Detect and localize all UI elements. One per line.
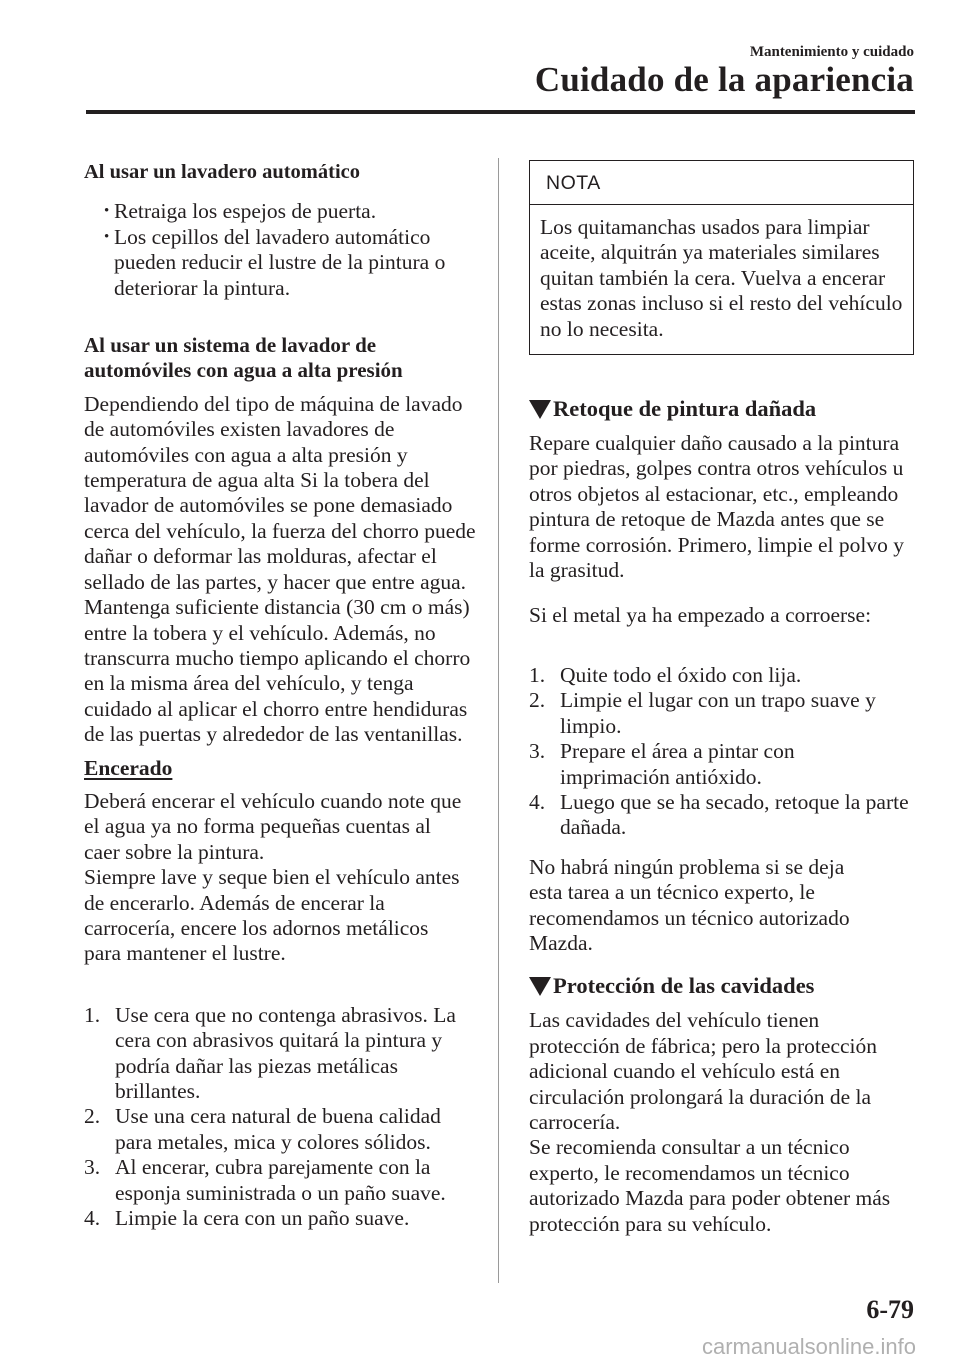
right-column — [529, 160, 919, 1237]
auto-wash-bullets — [84, 199, 484, 301]
list-item: • Retraiga los espejos de puerta. — [104, 199, 377, 224]
list-item: 2. Use una cera natural de buena calidad para metales, mica y colores sólidos. — [84, 1104, 441, 1154]
cavities-heading: Protección de las cavidades — [529, 972, 919, 1000]
high-pressure-heading-line2: automóviles con agua a alta presión — [84, 358, 403, 383]
high-pressure-body: Dependiendo del tipo de máquina de lavado de automóviles existen lavadores de automóviles con agua a alta presión y temperatura de agua alta Si la tobera del lavador de automóviles se pone demasiado cerca del vehículo, la fuerza del chorro puede dañar o deformar las molduras, afectar el sellado de las partes, y hacer que entre agua. Mantenga suficiente distancia (30 cm o más) entre la tobera y el vehículo. Además, no transcurra mucho tiempo aplicando el chorro en la misma área del vehículo, y tenga cuidado al aplicar el chorro entre hendiduras de las puertas y alrededor de las ventanillas. — [84, 391, 476, 747]
touchup-body: Repare cualquier daño causado a la pintura por piedras, golpes contra otros vehículos u otros objetos al estacionar, etc., empleando pintura de retoque de Mazda antes que se forme corrosión. Primero, limpie el polvo y la grasitud. — [529, 431, 904, 583]
list-item: • Los cepillos del lavadero automático pueden reducir el lustre de la pintura o deteriorar la pintura. — [104, 224, 446, 300]
list-item: 3. Al encerar, cubra parejamente con la esponja suministrada o un paño suave. — [84, 1155, 446, 1205]
high-pressure-heading-line1: Al usar un sistema de lavador de — [84, 333, 377, 358]
section-label: Mantenimiento y cuidado — [749, 44, 914, 60]
list-item: 2. Limpie el lugar con un trapo suave y limpio. — [529, 688, 876, 738]
watermark: carmanualsonline.info — [701, 1334, 916, 1359]
left-column — [84, 160, 484, 1231]
list-item: 4. Limpie la cera con un paño suave. — [84, 1206, 410, 1231]
auto-wash-heading: Al usar un lavadero automático — [84, 161, 361, 183]
list-item: 4. Luego que se ha secado, retoque la parte dañada. — [529, 789, 909, 840]
list-item: 3. Prepare el área a pintar con imprimación antióxido. — [529, 739, 795, 789]
cavities-body-2: Se recomienda consultar a un técnico experto, le recomendamos un técnico autorizado Mazda para poder obtener más protección para su vehículo. — [529, 1135, 891, 1236]
bullet-icon: • — [104, 228, 110, 245]
page-number: 6-79 — [866, 1295, 914, 1324]
note-box — [529, 160, 914, 355]
down-triangle-icon — [529, 400, 551, 419]
touchup-steps — [529, 663, 909, 841]
list-item: 1. Use cera que no contenga abrasivos. La cera con abrasivos quitará la pintura y podría dañar las piezas metálicas brillantes. — [84, 1002, 456, 1103]
column-divider — [498, 158, 499, 1283]
touchup-intro: Si el metal ya ha empezado a corroerse: — [529, 603, 872, 628]
cavities-body-1: Las cavidades del vehículo tienen protección de fábrica; pero la protección adicional cuando el vehículo está en circulación prolongará la duración de la carrocería. — [529, 1008, 877, 1134]
waxing-body-1: Deberá encerar el vehículo cuando note que el agua ya no forma pequeñas cuentas al caer sobre la pintura. — [84, 788, 462, 864]
header-rule — [86, 110, 915, 114]
bullet-icon: • — [104, 203, 110, 220]
waxing-body-2: Siempre lave y seque bien el vehículo antes de encerarlo. Además de encerar la carrocería, encere los adornos metálicos para mantener el lustre. — [84, 865, 460, 966]
page-title: Cuidado de la apariencia — [534, 60, 914, 99]
waxing-steps — [84, 1003, 468, 1232]
waxing-heading: Encerado — [84, 755, 173, 780]
note-text: Los quitamanchas usados para limpiar aceite, alquitrán ya materiales similares quitan también la cera. Vuelva a encerar estas zonas incluso si el resto del vehículo no lo necesita. — [540, 215, 903, 341]
touchup-closing: No habrá ningún problema si se deja esta tarea a un técnico experto, le recomendamos un técnico autorizado Mazda. — [529, 854, 850, 955]
list-item: 1. Quite todo el óxido con lija. — [529, 662, 802, 687]
note-label: NOTA — [530, 161, 913, 205]
touchup-heading: Retoque de pintura dañada — [529, 395, 919, 423]
down-triangle-icon — [529, 977, 551, 996]
